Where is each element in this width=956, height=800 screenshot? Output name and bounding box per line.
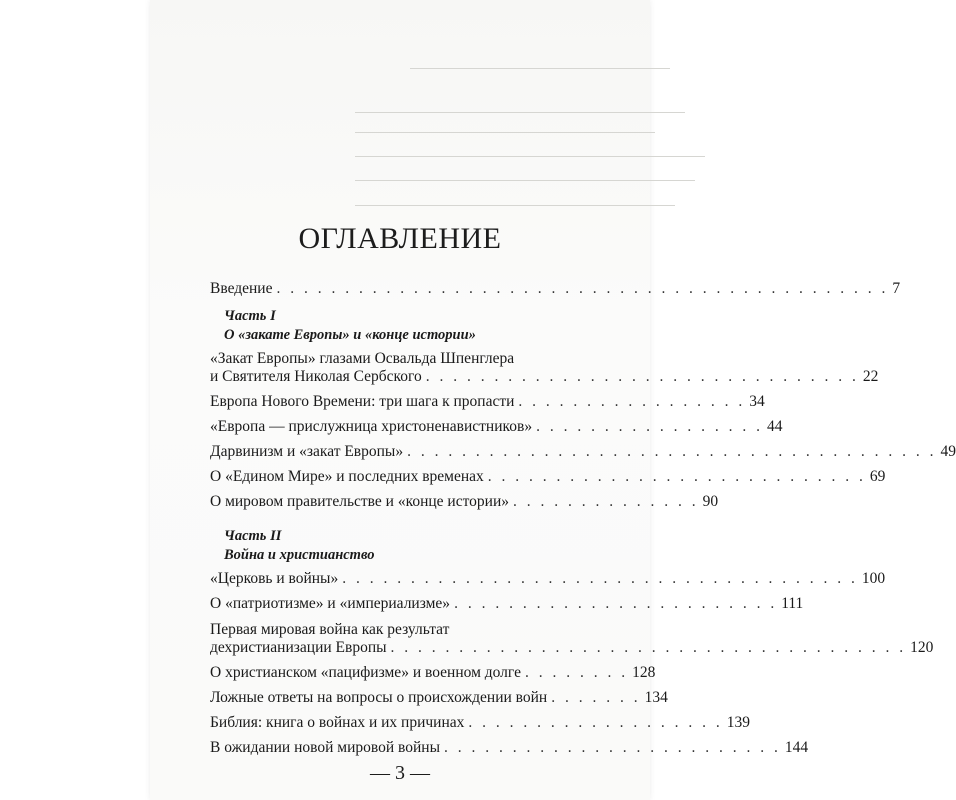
dot-leader: . . . . . . . . . . . . . . [513, 493, 699, 510]
toc-entry[interactable] [210, 595, 804, 613]
page-number: 69 [869, 468, 886, 485]
page-number: 120 [910, 639, 934, 656]
toc-entry-label: О христианском «пацифизме» и военном долге [210, 664, 521, 681]
part-heading: Часть II [224, 528, 282, 544]
toc-entry-label: Дарвинизм и «закат Европы» [210, 443, 404, 460]
toc-entry[interactable] [210, 493, 719, 511]
page-number: 44 [766, 418, 783, 435]
toc-entry-label: Европа Нового Времени: три шага к пропасти [210, 393, 515, 410]
toc-entry-intro[interactable] [210, 280, 901, 298]
page-number: 34 [749, 393, 765, 410]
dot-leader: . . . . . . . . . . . . . . . . . [536, 418, 763, 435]
toc-entry-label: и Святителя Николая Сербского [210, 368, 422, 385]
page-number: 128 [632, 664, 656, 681]
toc-entry-label: Библия: книга о войнах и их причинах [210, 714, 465, 731]
toc-entry[interactable] [210, 418, 783, 436]
toc-entry[interactable] [210, 443, 956, 461]
part-subtitle: Война и христианство [224, 547, 375, 563]
page-number: 22 [862, 368, 879, 385]
toc-entry-label: О мировом правительстве и «конце истории» [210, 493, 509, 510]
toc-entry-label: Ложные ответы на вопросы о происхождении войн [210, 689, 548, 706]
toc-entry[interactable] [210, 468, 886, 486]
dot-leader: . . . . . . . . . . . . . . . . . [518, 393, 746, 410]
page-number: 111 [781, 595, 804, 612]
toc-entry[interactable] [210, 639, 934, 657]
toc-entry-line: Первая мировая война как результат [210, 621, 450, 638]
toc-entry[interactable] [210, 739, 809, 757]
toc-entry[interactable] [210, 664, 656, 682]
dot-leader: . . . . . . . . . . . . . . . . . . . [468, 714, 723, 731]
toc-entry-label: «Церковь и войны» [210, 570, 339, 587]
dot-leader: . . . . . . . . . . . . . . . . . . . . . . . . . [444, 739, 781, 756]
dot-leader: . . . . . . . . . . . . . . . . . . . . . . . . . . . . . . . . [425, 368, 859, 385]
dot-leader: . . . . . . . . [524, 664, 629, 681]
dot-leader: . . . . . . . . . . . . . . . . . . . . . . . . . . . . . . . . . . . . . . . [407, 443, 937, 460]
dot-leader: . . . . . . . . . . . . . . . . . . . . . . . . . . . . [487, 468, 866, 485]
part-heading: Часть I [224, 308, 276, 324]
dot-leader: . . . . . . . . . . . . . . . . . . . . . . . . . . . . . . . . . . . . . . [390, 639, 907, 656]
toc-entry[interactable] [210, 570, 886, 588]
page-title: ОГЛАВЛЕНИЕ [298, 222, 502, 255]
toc-entry-label: О «патриотизме» и «империализме» [210, 595, 451, 612]
page-number: 100 [861, 570, 886, 587]
toc-entry-label: О «Едином Мире» и последних временах [210, 468, 484, 485]
page-number: 139 [726, 714, 751, 731]
page-number: 134 [644, 689, 668, 706]
toc-entry-label: Введение [210, 280, 273, 297]
dot-leader: . . . . . . . . . . . . . . . . . . . . . . . . [454, 595, 778, 612]
dot-leader: . . . . . . . [551, 689, 641, 706]
toc-entry-label: В ожидании новой мировой войны [210, 739, 440, 756]
page-number: 7 [892, 280, 901, 297]
toc-entry-label: «Европа — прислужница христоненавистников» [210, 418, 533, 435]
toc-entry[interactable] [210, 689, 668, 707]
page-folio: — 3 — [370, 762, 430, 784]
toc-entry-line: «Закат Европы» глазами Освальда Шпенглера [210, 350, 515, 367]
toc-entry[interactable] [210, 714, 751, 732]
dot-leader: . . . . . . . . . . . . . . . . . . . . . . . . . . . . . . . . . . . . . . [342, 570, 858, 587]
part-subtitle: О «закате Европы» и «конце истории» [224, 327, 476, 343]
toc-entry-label: дехристианизации Европы [210, 639, 387, 656]
dot-leader: . . . . . . . . . . . . . . . . . . . . . . . . . . . . . . . . . . . . . . . . . . . . . [276, 280, 889, 297]
page-number: 144 [784, 739, 809, 756]
page-number: 90 [702, 493, 719, 510]
toc-entry[interactable] [210, 393, 765, 411]
toc-entry[interactable] [210, 368, 879, 386]
page-number: 49 [940, 443, 956, 460]
